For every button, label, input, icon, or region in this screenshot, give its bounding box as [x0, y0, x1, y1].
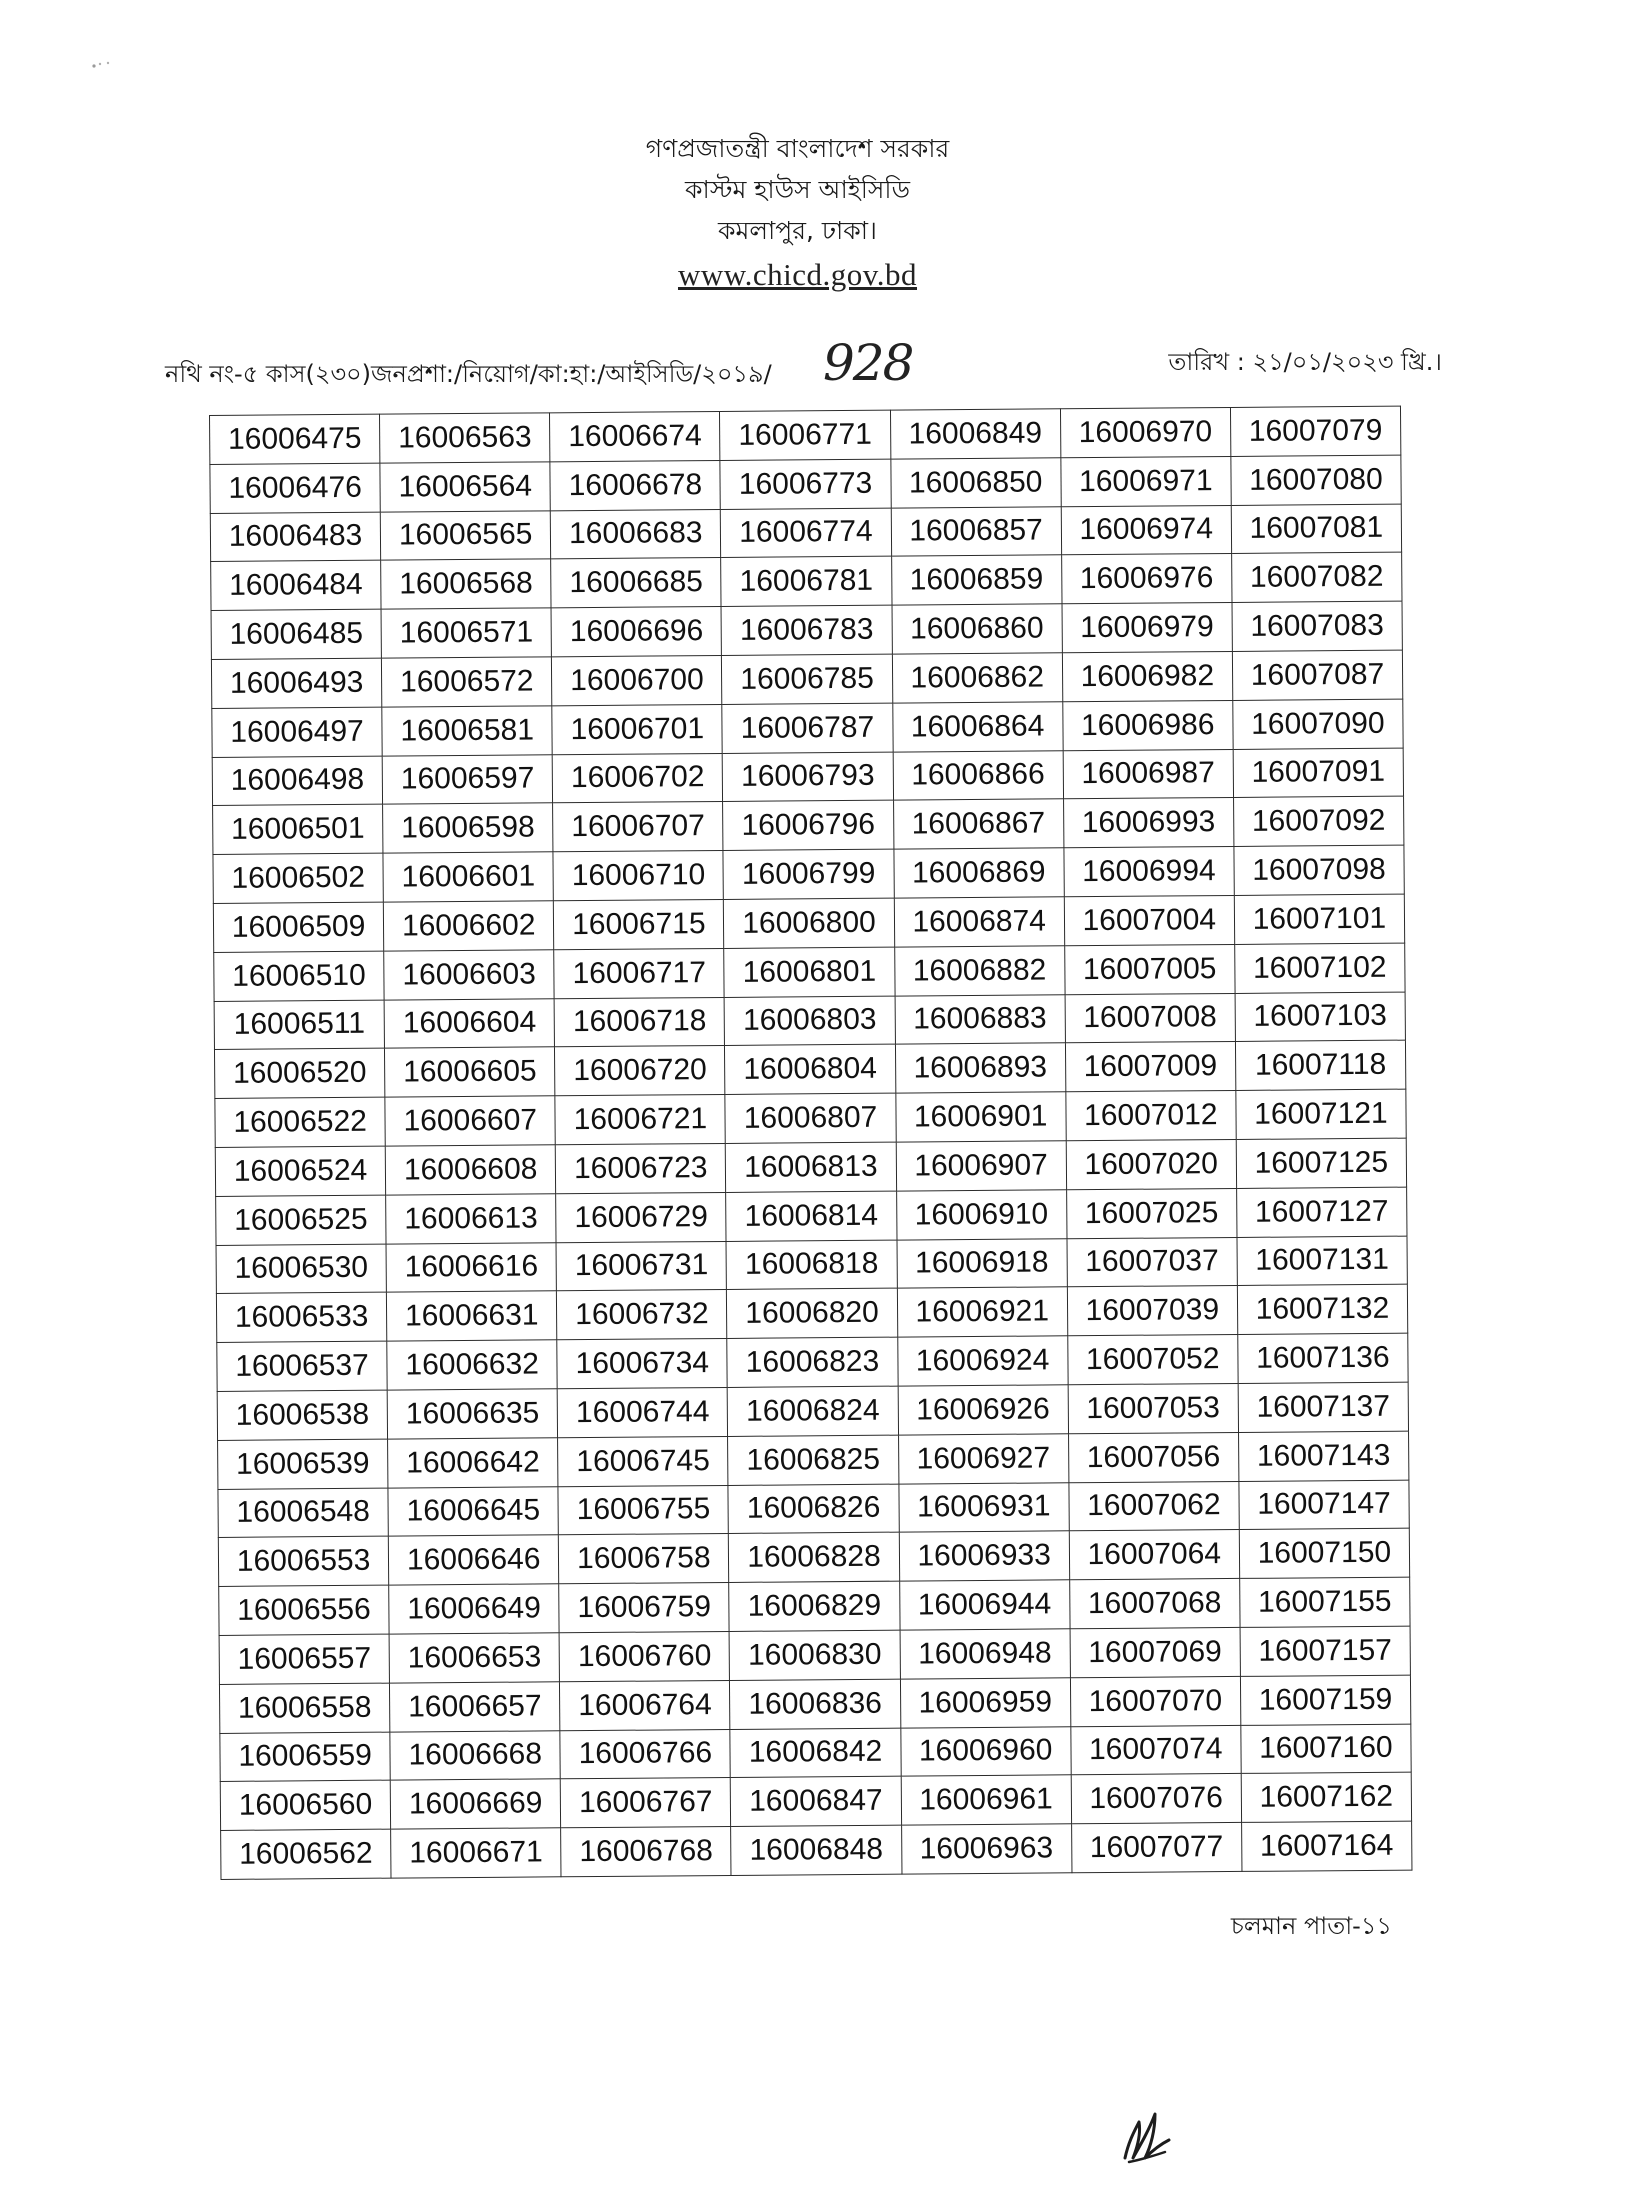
table-cell: 16006668 [390, 1730, 561, 1780]
table-cell: 16006522 [215, 1097, 386, 1147]
table-cell: 16006823 [727, 1337, 898, 1387]
table-cell: 16006497 [212, 707, 383, 757]
table-cell: 16007164 [1241, 1821, 1412, 1871]
table-cell: 16007160 [1241, 1724, 1412, 1774]
table-cell: 16006960 [900, 1726, 1071, 1776]
table-cell: 16006632 [387, 1340, 558, 1390]
table-cell: 16006476 [210, 463, 381, 513]
table-cell: 16006959 [900, 1677, 1071, 1727]
table-cell: 16006867 [893, 799, 1064, 849]
table-cell: 16007137 [1238, 1382, 1409, 1432]
table-cell: 16007009 [1065, 1042, 1236, 1092]
table-cell: 16006826 [728, 1484, 899, 1534]
table-cell: 16006642 [388, 1438, 559, 1488]
table-cell: 16006524 [215, 1146, 386, 1196]
table-cell: 16006803 [725, 996, 896, 1046]
table-cell: 16006773 [720, 459, 891, 509]
table-cell: 16006601 [383, 852, 554, 902]
table-cell: 16006755 [558, 1485, 729, 1535]
table-cell: 16006850 [890, 458, 1061, 508]
roll-number-table-container [209, 406, 1412, 1880]
table-cell: 16007131 [1237, 1236, 1408, 1286]
table-cell: 16006556 [219, 1585, 390, 1635]
table-cell: 16006825 [728, 1435, 899, 1485]
table-cell: 16006982 [1062, 651, 1233, 701]
table-cell: 16007053 [1068, 1383, 1239, 1433]
table-cell: 16006807 [725, 1093, 896, 1143]
table-cell: 16006646 [388, 1535, 559, 1585]
table-cell: 16006866 [893, 750, 1064, 800]
table-cell: 16006766 [560, 1729, 731, 1779]
table-cell: 16006562 [221, 1829, 392, 1879]
table-cell: 16006813 [726, 1142, 897, 1192]
table-cell: 16006849 [890, 409, 1061, 459]
table-cell: 16007082 [1231, 553, 1402, 603]
table-cell: 16007150 [1239, 1528, 1410, 1578]
table-cell: 16007118 [1235, 1040, 1406, 1090]
table-cell: 16006558 [219, 1683, 390, 1733]
table-cell: 16006781 [721, 557, 892, 607]
table-cell: 16007121 [1236, 1089, 1407, 1139]
table-cell: 16007005 [1064, 944, 1235, 994]
table-cell: 16006818 [726, 1240, 897, 1290]
table-cell: 16007090 [1233, 699, 1404, 749]
table-cell: 16006758 [559, 1534, 730, 1584]
letterhead-address: কমলাপুর, ঢাকা। [718, 216, 877, 245]
table-cell: 16006774 [721, 508, 892, 558]
table-cell: 16006961 [901, 1775, 1072, 1825]
table-cell: 16006613 [386, 1194, 557, 1244]
handwritten-signature [1115, 2100, 1185, 2170]
table-cell: 16006771 [720, 410, 891, 460]
table-cell: 16006635 [387, 1389, 558, 1439]
table-cell: 16006933 [899, 1531, 1070, 1581]
table-cell: 16006883 [895, 994, 1066, 1044]
table-cell: 16006924 [897, 1336, 1068, 1386]
table-cell: 16006910 [896, 1190, 1067, 1240]
table-cell: 16006645 [388, 1486, 559, 1536]
table-cell: 16006702 [552, 753, 723, 803]
table-cell: 16006715 [554, 899, 725, 949]
table-cell: 16006710 [553, 851, 724, 901]
table-cell: 16006559 [220, 1732, 391, 1782]
table-cell: 16006760 [559, 1631, 730, 1681]
table-cell: 16007056 [1068, 1432, 1239, 1482]
table-cell: 16007077 [1071, 1823, 1242, 1873]
table-cell: 16006718 [554, 997, 725, 1047]
table-cell: 16007162 [1241, 1772, 1412, 1822]
table-cell: 16006720 [555, 1046, 726, 1096]
table-cell: 16007127 [1236, 1187, 1407, 1237]
table-cell: 16007080 [1231, 455, 1402, 505]
table-cell: 16006921 [897, 1287, 1068, 1337]
table-cell: 16006927 [898, 1434, 1069, 1484]
handwritten-memo-number: 928 [823, 334, 913, 392]
table-cell: 16006563 [380, 413, 551, 463]
table-cell: 16006874 [894, 897, 1065, 947]
roll-number-table [209, 406, 1412, 1880]
table-cell: 16006882 [894, 946, 1065, 996]
table-cell: 16006598 [383, 803, 554, 853]
table-cell: 16007143 [1238, 1431, 1409, 1481]
table-cell: 16006976 [1061, 554, 1232, 604]
table-cell: 16006979 [1062, 603, 1233, 653]
table-cell: 16006829 [729, 1581, 900, 1631]
table-cell: 16006539 [218, 1439, 389, 1489]
table-cell: 16006970 [1060, 407, 1231, 457]
table-cell: 16006931 [898, 1482, 1069, 1532]
table-cell: 16007062 [1069, 1481, 1240, 1531]
table-cell: 16007069 [1070, 1627, 1241, 1677]
table-cell: 16006520 [214, 1048, 385, 1098]
table-cell: 16006484 [211, 561, 382, 611]
table-cell: 16006649 [389, 1584, 560, 1634]
table-cell: 16006525 [216, 1195, 387, 1245]
letterhead-government: গণপ্রজাতন্ত্রী বাংলাদেশ সরকার [645, 134, 950, 163]
table-cell: 16006948 [900, 1629, 1071, 1679]
table-cell: 16006729 [556, 1192, 727, 1242]
table-cell: 16006485 [211, 609, 382, 659]
table-cell: 16006793 [723, 752, 894, 802]
table-row [221, 1821, 1412, 1879]
table-cell: 16007157 [1240, 1626, 1411, 1676]
table-cell: 16006557 [219, 1634, 390, 1684]
table-cell: 16006860 [892, 604, 1063, 654]
table-cell: 16007070 [1070, 1676, 1241, 1726]
table-cell: 16006572 [382, 657, 553, 707]
table-cell: 16006804 [725, 1044, 896, 1094]
table-cell: 16007132 [1237, 1284, 1408, 1334]
table-cell: 16006501 [213, 805, 384, 855]
table-cell: 16006707 [553, 802, 724, 852]
table-cell: 16007083 [1232, 601, 1403, 651]
table-cell: 16006993 [1063, 798, 1234, 848]
table-cell: 16007147 [1239, 1480, 1410, 1530]
letterhead [0, 128, 1610, 299]
table-cell: 16006787 [722, 703, 893, 753]
table-cell: 16007020 [1066, 1139, 1237, 1189]
table-cell: 16006564 [380, 462, 551, 512]
table-cell: 16007004 [1064, 895, 1235, 945]
table-cell: 16006616 [386, 1242, 557, 1292]
table-cell: 16006475 [210, 414, 381, 464]
table-cell: 16006785 [722, 654, 893, 704]
table-cell: 16007012 [1066, 1091, 1237, 1141]
letterhead-office: কাস্টম হাউস আইসিডি [685, 175, 910, 204]
table-cell: 16006671 [391, 1828, 562, 1878]
table-cell: 16006847 [731, 1776, 902, 1826]
table-cell: 16006717 [554, 948, 725, 998]
table-cell: 16006685 [551, 558, 722, 608]
table-cell: 16006607 [385, 1096, 556, 1146]
table-cell: 16007091 [1233, 748, 1404, 798]
table-cell: 16006605 [385, 1047, 556, 1097]
table-cell: 16006987 [1063, 749, 1234, 799]
table-cell: 16006653 [389, 1633, 560, 1683]
table-cell: 16006538 [217, 1390, 388, 1440]
table-cell: 16006510 [214, 951, 385, 1001]
table-cell: 16007092 [1233, 797, 1404, 847]
table-cell: 16007081 [1231, 504, 1402, 554]
table-cell: 16006568 [381, 559, 552, 609]
table-cell: 16006732 [557, 1290, 728, 1340]
table-cell: 16006669 [390, 1779, 561, 1829]
table-cell: 16006768 [561, 1827, 732, 1877]
table-cell: 16006830 [729, 1630, 900, 1680]
table-cell: 16006796 [723, 801, 894, 851]
table-cell: 16006565 [380, 510, 551, 560]
table-cell: 16007037 [1067, 1237, 1238, 1287]
table-cell: 16006537 [217, 1341, 388, 1391]
table-cell: 16006764 [560, 1680, 731, 1730]
table-cell: 16006767 [561, 1778, 732, 1828]
table-cell: 16006963 [901, 1824, 1072, 1874]
table-cell: 16006701 [552, 704, 723, 754]
table-cell: 16007155 [1240, 1577, 1411, 1627]
table-cell: 16007159 [1240, 1675, 1411, 1725]
table-cell: 16006842 [730, 1728, 901, 1778]
table-cell: 16006907 [896, 1141, 1067, 1191]
table-cell: 16006674 [550, 411, 721, 461]
table-cell: 16006745 [558, 1436, 729, 1486]
table-cell: 16006553 [218, 1536, 389, 1586]
table-cell: 16006723 [556, 1143, 727, 1193]
table-cell: 16007074 [1071, 1725, 1242, 1775]
table-cell: 16006848 [731, 1825, 902, 1875]
table-cell: 16006533 [216, 1292, 387, 1342]
table-cell: 16006800 [724, 898, 895, 948]
table-cell: 16007025 [1066, 1188, 1237, 1238]
table-cell: 16006700 [552, 655, 723, 705]
table-cell: 16006820 [727, 1288, 898, 1338]
table-cell: 16006901 [895, 1092, 1066, 1142]
table-cell: 16006560 [220, 1780, 391, 1830]
table-cell: 16006944 [899, 1580, 1070, 1630]
table-cell: 16006864 [892, 702, 1063, 752]
table-cell: 16006814 [726, 1191, 897, 1241]
table-cell: 16006869 [893, 848, 1064, 898]
table-cell: 16006783 [721, 605, 892, 655]
table-cell: 16006696 [551, 607, 722, 657]
table-cell: 16006862 [892, 653, 1063, 703]
table-cell: 16006502 [213, 853, 384, 903]
table-cell: 16006759 [559, 1583, 730, 1633]
memo-number: নথি নং-৫ কাস(২৩০)জনপ্রশা:/নিয়োগ/কা:হা:/আইসিডি/২০১৯/ [165, 360, 772, 388]
table-cell: 16007136 [1238, 1333, 1409, 1383]
table-cell: 16006799 [723, 849, 894, 899]
table-cell: 16006744 [557, 1387, 728, 1437]
table-cell: 16006801 [724, 947, 895, 997]
table-cell: 16006493 [211, 658, 382, 708]
table-cell: 16007102 [1235, 943, 1406, 993]
table-cell: 16006530 [216, 1244, 387, 1294]
table-cell: 16006971 [1061, 456, 1232, 506]
table-cell: 16006734 [557, 1339, 728, 1389]
table-cell: 16006581 [382, 706, 553, 756]
table-cell: 16007087 [1232, 650, 1403, 700]
table-cell: 16006631 [387, 1291, 558, 1341]
table-cell: 16006926 [898, 1385, 1069, 1435]
table-cell: 16006498 [212, 756, 383, 806]
table-cell: 16006824 [728, 1386, 899, 1436]
table-cell: 16006986 [1062, 700, 1233, 750]
table-cell: 16006509 [213, 902, 384, 952]
table-cell: 16006918 [897, 1238, 1068, 1288]
table-cell: 16007101 [1234, 894, 1405, 944]
table-cell: 16007079 [1230, 406, 1401, 456]
table-cell: 16007103 [1235, 992, 1406, 1042]
table-cell: 16006511 [214, 1000, 385, 1050]
table-cell: 16007052 [1067, 1335, 1238, 1385]
table-cell: 16006836 [730, 1679, 901, 1729]
table-cell: 16006602 [383, 901, 554, 951]
table-cell: 16007064 [1069, 1530, 1240, 1580]
table-cell: 16006608 [385, 1145, 556, 1195]
website-link[interactable]: www.chicd.gov.bd [677, 257, 918, 292]
table-cell: 16007008 [1065, 993, 1236, 1043]
table-cell: 16006893 [895, 1043, 1066, 1093]
scan-specks [88, 58, 128, 78]
table-cell: 16006604 [384, 998, 555, 1048]
table-cell: 16007068 [1069, 1579, 1240, 1629]
table-cell: 16006974 [1061, 505, 1232, 555]
table-cell: 16006597 [382, 754, 553, 804]
table-cell: 16006657 [390, 1682, 561, 1732]
table-cell: 16007076 [1071, 1774, 1242, 1824]
continued-page-note: চলমান পাতা-১১ [1230, 1912, 1392, 1940]
table-cell: 16006678 [550, 460, 721, 510]
table-cell: 16006857 [891, 506, 1062, 556]
table-cell: 16007039 [1067, 1286, 1238, 1336]
table-cell: 16006994 [1064, 847, 1235, 897]
table-cell: 16006721 [555, 1095, 726, 1145]
memo-date: তারিখ : ২১/০১/২০২৩ খ্রি.। [1168, 348, 1442, 376]
table-cell: 16006859 [891, 555, 1062, 605]
table-cell: 16007098 [1234, 845, 1405, 895]
table-cell: 16006828 [729, 1532, 900, 1582]
table-cell: 16006571 [381, 608, 552, 658]
table-cell: 16006731 [556, 1241, 727, 1291]
table-cell: 16006483 [210, 512, 381, 562]
table-cell: 16006548 [218, 1488, 389, 1538]
table-cell: 16006683 [551, 509, 722, 559]
table-cell: 16006603 [384, 950, 555, 1000]
table-cell: 16007125 [1236, 1138, 1407, 1188]
roll-number-table-body [210, 406, 1412, 1879]
